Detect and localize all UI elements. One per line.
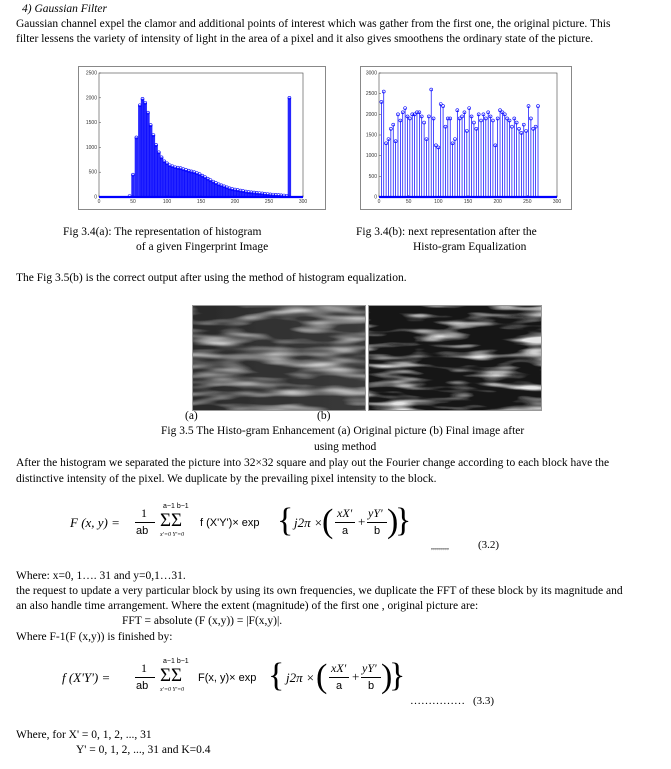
figure-label-a: (a) bbox=[185, 410, 198, 422]
section-heading: 4) Gaussian Filter bbox=[22, 3, 107, 15]
figure-caption: Fig 3.4(a): The representation of histogram bbox=[63, 226, 262, 238]
x-tick-label: 300 bbox=[298, 199, 308, 205]
paragraph-line: The Fig 3.5(b) is the correct output after using the method of histogram equalization. bbox=[16, 272, 407, 284]
plot-area bbox=[379, 73, 557, 197]
x-tick-label: 200 bbox=[493, 199, 502, 205]
figure-caption: of a given Fingerprint Image bbox=[136, 241, 269, 253]
eq-f1-den: a bbox=[336, 680, 343, 692]
fft-definition: FFT = absolute (F (x,y)) = |F(x,y)|. bbox=[122, 615, 283, 627]
y-tick-label: 0 bbox=[94, 194, 97, 201]
eq-plus: + bbox=[358, 514, 366, 529]
eq-sum-top: a−1 b−1 bbox=[163, 658, 189, 665]
fingerprint-original-image bbox=[192, 305, 366, 411]
paragraph-line: Where F-1(F (x,y)) is finished by: bbox=[16, 631, 173, 643]
right-paren: ) bbox=[387, 503, 399, 540]
eq-frac-den: ab bbox=[136, 680, 149, 692]
paragraph-line: Where, for X' = 0, 1, 2, ..., 31 bbox=[16, 729, 152, 741]
x-tick-label: 100 bbox=[162, 199, 172, 205]
eq-body: f (X'Y')× exp bbox=[200, 517, 260, 529]
fraction-bar bbox=[135, 677, 155, 678]
eq-sum-bot: x'=0 Y'=0 bbox=[160, 532, 185, 538]
right-paren: ) bbox=[381, 658, 393, 695]
eq-f2-den: b bbox=[368, 680, 375, 692]
eq-sum-bot: x'=0 Y'=0 bbox=[160, 687, 185, 693]
figure-caption: using method bbox=[314, 441, 377, 453]
equation-number: (3.2) bbox=[478, 539, 500, 551]
paragraph-line: filter lessens the variety of intensity of light in the area of a pixel and it also gives smoothens the ordinary state of the picture. bbox=[16, 33, 594, 45]
eq-lhs: f (X'Y') = bbox=[62, 670, 111, 685]
x-tick-label: 100 bbox=[434, 199, 443, 205]
x-tick-label: 250 bbox=[523, 199, 532, 205]
figure-label-b: (b) bbox=[317, 410, 331, 422]
paragraph-line: the request to update a very particular block by using its own frequencies, we duplicate the FFT of these block by its magnitude and bbox=[16, 585, 623, 597]
y-tick-label: 500 bbox=[368, 173, 377, 180]
x-tick-label: 150 bbox=[196, 199, 206, 205]
x-tick-label: 0 bbox=[97, 199, 101, 205]
paragraph-line: distinctive intensity of the pixel. We duplicate by the prevailing pixel intensity to the block. bbox=[16, 473, 437, 485]
fingerprint-final-image bbox=[368, 305, 542, 411]
histogram-bar bbox=[288, 98, 291, 197]
figure-caption: Histo-gram Equalization bbox=[413, 241, 527, 253]
left-brace: { bbox=[268, 657, 285, 694]
x-tick-label: 250 bbox=[264, 199, 274, 205]
eq-inner: j2π × bbox=[286, 670, 315, 685]
left-brace: { bbox=[277, 502, 294, 539]
eq-inner: j2π × bbox=[294, 515, 323, 530]
y-tick-label: 1500 bbox=[85, 120, 97, 127]
equation-3-2 bbox=[0, 500, 671, 560]
eq-f2-num: yY' bbox=[362, 661, 377, 675]
fingerprint-original-drawing bbox=[193, 306, 365, 410]
eq-f1-num: xX' bbox=[331, 661, 347, 675]
fraction-bar bbox=[335, 522, 355, 523]
eq-f1-num: xX' bbox=[337, 506, 353, 520]
paragraph-line: After the histogram we separated the picture into 32×32 square and play out the Fourier change according to each block have the bbox=[16, 457, 610, 469]
y-tick-label: 1000 bbox=[85, 144, 97, 151]
histogram-bar bbox=[135, 137, 138, 197]
equation-number: (3.3) bbox=[473, 695, 495, 707]
right-brace: } bbox=[389, 657, 406, 694]
fraction-bar bbox=[367, 522, 387, 523]
paragraph-line: Gaussian channel expel the clamor and additional points of interest which was gather from the first one, the original picture. This bbox=[16, 18, 611, 30]
histogram-equalized-svg bbox=[361, 67, 571, 209]
y-tick-label: 2500 bbox=[85, 70, 97, 77]
y-tick-label: 1500 bbox=[365, 132, 377, 139]
fraction-bar bbox=[361, 677, 381, 678]
eq-frac-den: ab bbox=[136, 525, 149, 537]
fingerprint-final-drawing bbox=[369, 306, 541, 410]
sum-symbol: ΣΣ bbox=[160, 665, 183, 686]
eq-dots: ,,,,,,,,, bbox=[431, 542, 449, 551]
x-tick-label: 0 bbox=[377, 199, 381, 205]
figure-caption: Fig 3.5 The Histo-gram Enhancement (a) Original picture (b) Final image after bbox=[161, 425, 525, 437]
y-tick-label: 2000 bbox=[365, 111, 377, 118]
sum-symbol: ΣΣ bbox=[160, 510, 183, 531]
eq-f2-den: b bbox=[374, 525, 381, 537]
y-tick-label: 1000 bbox=[365, 153, 377, 160]
histogram-original-svg bbox=[79, 67, 325, 209]
eq-f2-num: yY' bbox=[368, 506, 383, 520]
left-paren: ( bbox=[322, 503, 334, 540]
figure-caption: Fig 3.4(b): next representation after the bbox=[356, 226, 537, 238]
histogram-bar bbox=[131, 175, 134, 197]
histogram-chart-original bbox=[78, 66, 326, 210]
eq-body: F(x, y)× exp bbox=[198, 672, 257, 684]
left-paren: ( bbox=[316, 658, 328, 695]
x-tick-label: 200 bbox=[230, 199, 240, 205]
x-tick-label: 150 bbox=[463, 199, 473, 205]
right-brace: } bbox=[395, 502, 412, 539]
eq-sum-top: a−1 b−1 bbox=[163, 503, 189, 510]
paragraph-line: Y' = 0, 1, 2, ..., 31 and K=0.4 bbox=[76, 744, 211, 756]
x-tick-label: 300 bbox=[552, 199, 562, 205]
eq-dots: …………… bbox=[410, 695, 465, 707]
x-tick-label: 50 bbox=[405, 199, 412, 205]
y-tick-label: 2000 bbox=[85, 95, 97, 102]
y-tick-label: 0 bbox=[374, 194, 377, 201]
x-tick-label: 50 bbox=[130, 199, 136, 205]
fraction-bar bbox=[329, 677, 349, 678]
y-tick-label: 2500 bbox=[365, 91, 377, 98]
equation-3-3 bbox=[0, 655, 671, 715]
eq-frac-num: 1 bbox=[141, 506, 147, 520]
paragraph-line: Where: x=0, 1…. 31 and y=0,1…31. bbox=[16, 570, 186, 582]
histogram-chart-equalized bbox=[360, 66, 572, 210]
fraction-bar bbox=[135, 522, 155, 523]
paragraph-line: an also handle time arrangement. Where the extent (magnitude) of the first one , original picture are: bbox=[16, 600, 479, 612]
y-tick-label: 500 bbox=[88, 169, 97, 176]
eq-f1-den: a bbox=[342, 525, 349, 537]
eq-plus: + bbox=[352, 669, 360, 684]
eq-lhs: F (x, y) = bbox=[70, 515, 120, 530]
y-tick-label: 3000 bbox=[365, 70, 377, 77]
eq-frac-num: 1 bbox=[141, 661, 147, 675]
